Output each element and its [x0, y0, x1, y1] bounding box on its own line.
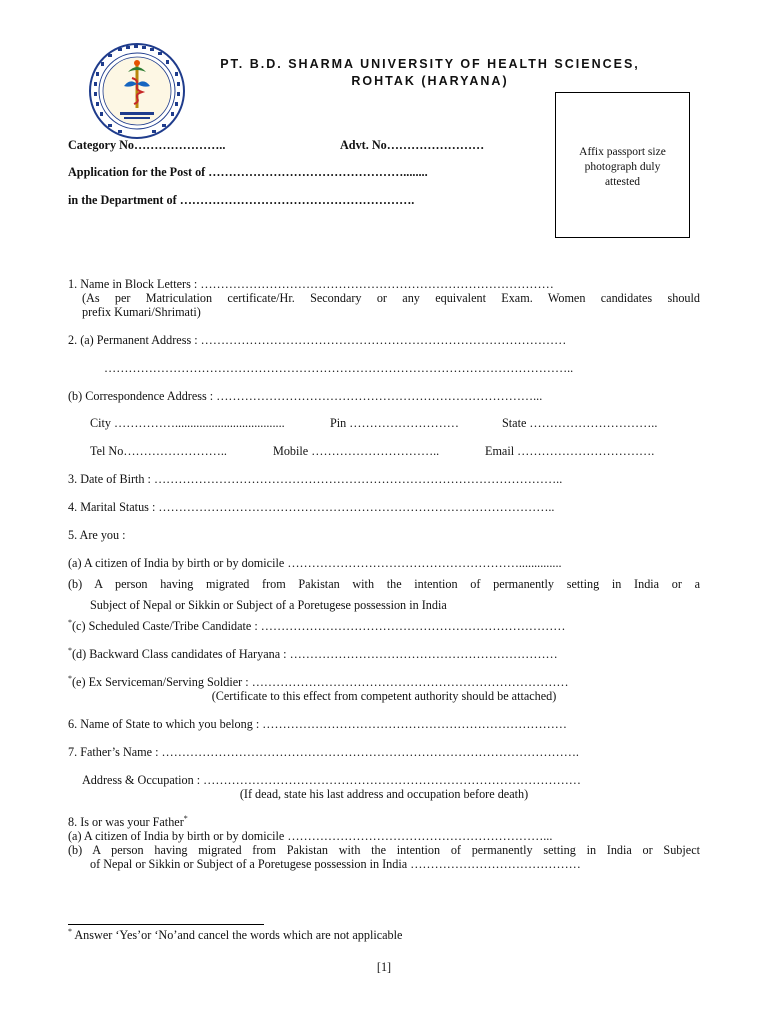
backward-class-label: (d) Backward Class candidates of Haryana : ………………………………………………………… [72, 647, 558, 661]
ex-serviceman-field[interactable] [68, 675, 569, 689]
father-migrated-line1[interactable]: (b) A person having migrated from Pakistan with the intention of permanently setting in India or Subject [68, 843, 700, 857]
footnote-marker: * [68, 617, 72, 627]
state-field[interactable]: State ………………………….. [502, 416, 658, 430]
correspondence-address-field[interactable]: (b) Correspondence Address : ……………………………………………………………………... [68, 389, 543, 403]
father-citizen-field[interactable]: (a) A citizen of India by birth or by domicile ………………………………………………………... [68, 829, 553, 843]
advt-field[interactable]: Advt. No…………………… [340, 138, 485, 152]
permanent-address-field[interactable]: 2. (a) Permanent Address : ……………………………………………………………………………… [68, 333, 567, 347]
pin-field[interactable]: Pin ……………………… [330, 416, 459, 430]
father-migrated-line2[interactable]: of Nepal or Sikkin or Subject of a Poretugese possession in India …………………………………… [90, 857, 581, 871]
migrated-field-line2: Subject of Nepal or Sikkin or Subject of a Poretugese possession in India [90, 598, 447, 612]
father-name-field[interactable]: 7. Father’s Name : …………………………………………………………………………………………. [68, 745, 579, 759]
footnote-marker: * [68, 673, 72, 683]
citizen-field[interactable]: (a) A citizen of India by birth or by domicile ………………………………………………….............. [68, 556, 562, 570]
photo-line-1: Affix passport size [579, 146, 666, 158]
are-you-label: 5. Are you : [68, 528, 126, 542]
sc-st-field[interactable] [68, 619, 565, 633]
department-field[interactable]: in the Department of …………………………………………………. [68, 193, 415, 207]
photo-instructions [556, 145, 689, 190]
permanent-address-continued[interactable]: …………………………………………………………………………………………………….. [104, 361, 574, 375]
photo-box [555, 92, 690, 238]
footnote-marker: * [183, 813, 188, 823]
migrated-field-line1[interactable]: (b) A person having migrated from Pakistan with the intention of permanently setting in India or a [68, 577, 700, 591]
footnote-marker: * [68, 645, 72, 655]
father-status-text: 8. Is or was your Father [68, 815, 184, 829]
father-status-label [68, 815, 188, 829]
footnote [68, 928, 402, 942]
father-address-note: (If dead, state his last address and occupation before death) [239, 787, 529, 801]
university-title-line2: ROHTAK (HARYANA) [351, 74, 509, 88]
page-number: [1] [376, 960, 392, 974]
name-note-line2: prefix Kumari/Shrimati) [82, 305, 201, 319]
category-field[interactable]: Category No………………….. [68, 138, 226, 152]
father-address-field[interactable]: Address & Occupation : ………………………………………………………………………………… [82, 773, 581, 787]
mobile-field[interactable]: Mobile ………………………….. [273, 444, 440, 458]
university-title-line1: PT. B.D. SHARMA UNIVERSITY OF HEALTH SCIENCES, [220, 57, 640, 71]
city-field[interactable]: City …………….................................... [90, 416, 285, 430]
marital-status-field[interactable]: 4. Marital Status : …………………………………………………………………………………….. [68, 500, 555, 514]
ex-serviceman-label: (e) Ex Serviceman/Serving Soldier : …………………………………………………………………… [72, 675, 569, 689]
backward-class-field[interactable] [68, 647, 558, 661]
name-field[interactable]: 1. Name in Block Letters : …………………………………………………………………………… [68, 277, 554, 291]
certificate-note: (Certificate to this effect from competent authority should be attached) [211, 689, 557, 703]
sc-st-label: (c) Scheduled Caste/Tribe Candidate : ………………………………………………………………… [72, 619, 566, 633]
state-belong-field[interactable]: 6. Name of State to which you belong : ………………………………………………………………… [68, 717, 567, 731]
footnote-text: Answer ‘Yes’or ‘No’and cancel the words which are not applicable [72, 928, 403, 942]
footnote-divider [68, 924, 264, 925]
photo-line-3: attested [604, 176, 641, 188]
post-field[interactable]: Application for the Post of …………………………………………........ [68, 165, 428, 179]
email-field[interactable]: Email ……………………………. [485, 444, 655, 458]
tel-field[interactable]: Tel No…………………….. [90, 444, 227, 458]
date-of-birth-field[interactable]: 3. Date of Birth : ……………………………………………………………………………………….. [68, 472, 563, 486]
footnote-marker: * [68, 926, 72, 936]
photo-line-2: photograph duly [584, 161, 661, 173]
name-note-line1: (As per Matriculation certificate/Hr. Secondary or any equivalent Exam. Women candidates should [82, 291, 700, 305]
